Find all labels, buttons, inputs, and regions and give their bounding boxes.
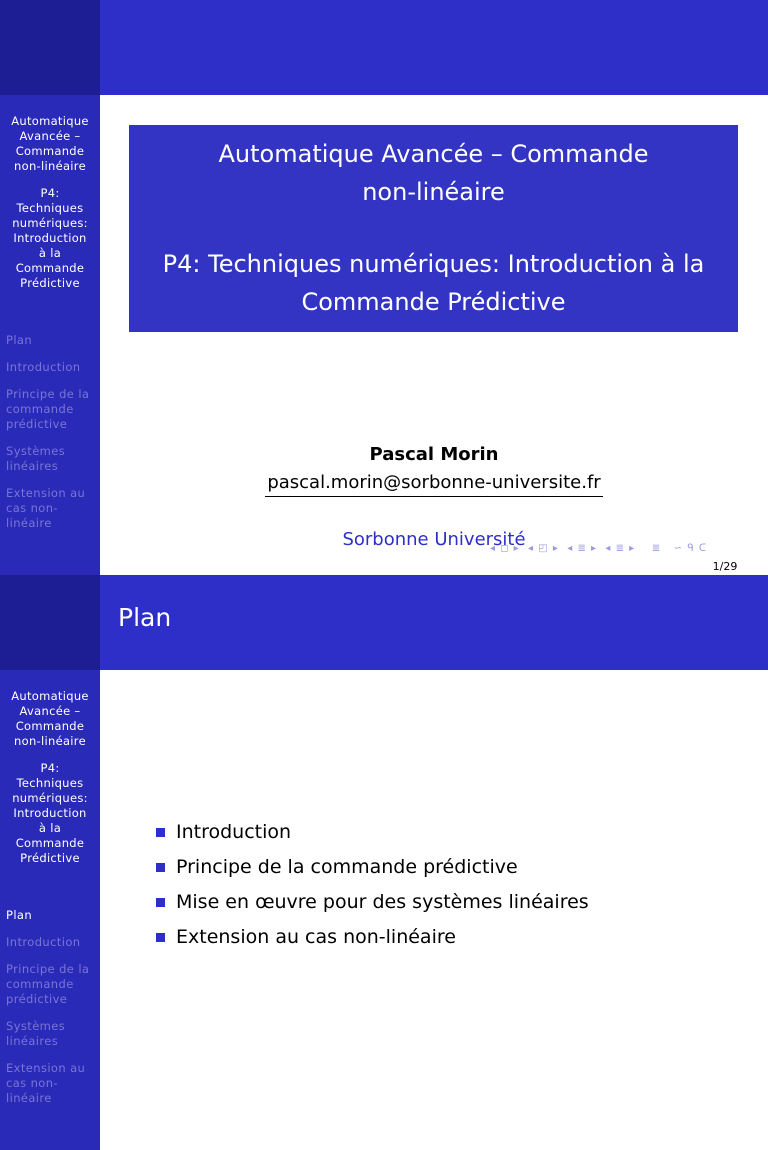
sidebar-subtitle <box>4 761 96 866</box>
sidebar-title <box>4 689 96 749</box>
sidebar-nav-plan[interactable]: Plan <box>6 333 33 347</box>
beamer-navigation-symbols[interactable]: ◂ ◻ ▸ ◂ ◰ ▸ ◂ ≣ ▸ ◂ ≣ ▸ ≣ ∽ ᑫ ᑕ <box>490 543 708 554</box>
page-number: 1/29 <box>712 560 738 573</box>
presentation-title-line: non-linéaire <box>362 178 505 206</box>
sidebar-title-line: Avancée – <box>19 129 81 143</box>
sidebar-subtitle-line: Prédictive <box>20 276 80 290</box>
sidebar-subtitle-line: P4: <box>40 761 60 775</box>
presentation-subtitle-line: P4: Techniques numériques: Introduction à la <box>162 250 705 278</box>
title-box <box>129 125 738 332</box>
author-email[interactable]: pascal.morin@sorbonne-universite.fr <box>265 472 603 497</box>
sidebar <box>0 0 100 575</box>
sidebar-subtitle-line: numériques: <box>12 791 88 805</box>
sidebar-subtitle-line: à la <box>38 246 62 260</box>
sidebar-nav-plan[interactable]: Plan <box>6 908 33 922</box>
sidebar-nav <box>6 908 98 1118</box>
list-item <box>156 850 736 885</box>
list-item-text: Principe de la commande prédictive <box>176 856 518 878</box>
sidebar-subtitle <box>4 186 96 291</box>
sidebar-title <box>4 114 96 174</box>
sidebar-title-line: non-linéaire <box>14 734 86 748</box>
list-item <box>156 815 736 850</box>
sidebar-subtitle-line: numériques: <box>12 216 88 230</box>
sidebar-subtitle-line: Prédictive <box>20 851 80 865</box>
list-item-text: Extension au cas non-linéaire <box>176 926 456 948</box>
list-item-text: Mise en œuvre pour des systèmes linéaires <box>176 891 589 913</box>
sidebar-subtitle-line: à la <box>38 821 62 835</box>
sidebar-nav-principe[interactable]: Principe de la commande prédictive <box>6 962 90 1006</box>
square-bullet-icon <box>156 933 165 942</box>
sidebar <box>0 575 100 1150</box>
list-item <box>156 920 736 955</box>
header-bar <box>100 0 768 95</box>
list-item-text: Introduction <box>176 821 292 843</box>
sidebar-subtitle-line: P4: <box>40 186 60 200</box>
sidebar-subtitle-line: Techniques <box>16 201 84 215</box>
sidebar-subtitle-line: Commande <box>15 836 85 850</box>
plan-list <box>156 815 736 955</box>
sidebar-subtitle-line: Introduction <box>13 231 87 245</box>
sidebar-corner <box>0 575 100 670</box>
slide-2 <box>0 575 768 1150</box>
presentation-title-line: Automatique Avancée – Commande <box>218 140 649 168</box>
author-name: Pascal Morin <box>369 444 499 465</box>
square-bullet-icon <box>156 863 165 872</box>
sidebar-nav <box>6 333 98 543</box>
sidebar-subtitle-line: Techniques <box>16 776 84 790</box>
square-bullet-icon <box>156 898 165 907</box>
sidebar-subtitle-line: Commande <box>15 261 85 275</box>
institute: Sorbonne Université <box>342 529 526 550</box>
frame-title: Plan <box>118 603 172 632</box>
sidebar-nav-principe[interactable]: Principe de la commande prédictive <box>6 387 90 431</box>
square-bullet-icon <box>156 828 165 837</box>
sidebar-title-line: Commande <box>15 144 85 158</box>
sidebar-title-line: Avancée – <box>19 704 81 718</box>
sidebar-nav-introduction[interactable]: Introduction <box>6 935 81 949</box>
sidebar-nav-systemes[interactable]: Systèmes linéaires <box>6 444 66 473</box>
sidebar-title-line: Commande <box>15 719 85 733</box>
list-item <box>156 885 736 920</box>
sidebar-nav-systemes[interactable]: Systèmes linéaires <box>6 1019 66 1048</box>
sidebar-nav-introduction[interactable]: Introduction <box>6 360 81 374</box>
sidebar-corner <box>0 0 100 95</box>
presentation-subtitle-line: Commande Prédictive <box>301 288 566 316</box>
sidebar-title-line: Automatique <box>11 689 89 703</box>
sidebar-nav-extension[interactable]: Extension au cas non-linéaire <box>6 486 86 530</box>
sidebar-subtitle-line: Introduction <box>13 806 87 820</box>
sidebar-title-line: non-linéaire <box>14 159 86 173</box>
sidebar-title-line: Automatique <box>11 114 89 128</box>
sidebar-nav-extension[interactable]: Extension au cas non-linéaire <box>6 1061 86 1105</box>
header-bar <box>100 575 768 670</box>
